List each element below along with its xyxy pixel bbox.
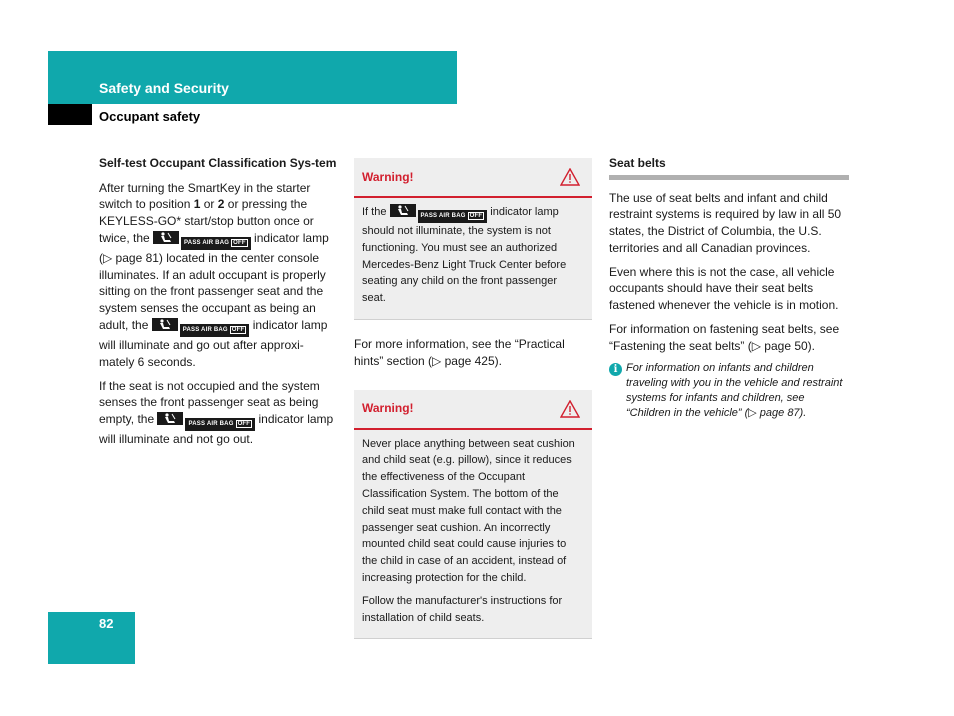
subsection-title: Occupant safety [99, 109, 201, 124]
ocs-paragraph-2: If the seat is not occupied and the system senses the front passenger seat as being empty, the PASS AIR BAG OFF indicator lamp will illuminate and not go out. [99, 378, 334, 447]
warning-triangle-icon [560, 168, 580, 186]
seat-belts-heading: Seat belts [609, 155, 849, 180]
seat-belts-paragraph-2: Even where this is not the case, all vehicle occupants should have their seat belts fastened whenever the vehicle is in motion. [609, 264, 839, 313]
warning-1-text: If the PASS AIR BAG OFF indicator lamp should not illuminate, the system is not functioning. You must see an authorized Mercedes-Benz Light Truck Center before seating any child on the front passenger seat. [362, 206, 567, 305]
seat-belts-paragraph-1: The use of seat belts and infant and child restraint systems is required by law in all 50 states, the District of Columbia, the U.S. territories and all Canadian provinces. [609, 190, 842, 255]
info-note [609, 363, 849, 421]
pass-airbag-off-indicator: PASS AIR BAG OFF [181, 237, 251, 250]
warning-header [354, 158, 592, 198]
pass-airbag-off-indicator: PASS AIR BAG OFF [418, 210, 488, 223]
warning-box-2 [354, 390, 592, 640]
ocs-heading: Self-test Occupant Classification Sys-tem [99, 156, 337, 170]
info-note-text: For information on infants and children traveling with you in the vehicle and restraint systems for infants and children, see “Children in the vehicle” (▷ page 87). [626, 361, 843, 419]
warning-triangle-icon [560, 400, 580, 418]
child-seat-icon [390, 204, 416, 217]
child-seat-icon [157, 412, 183, 425]
page-number: 82 [99, 616, 114, 631]
column-middle [354, 158, 592, 639]
warning-2-text-1: Never place anything between seat cushion and child seat (e.g. pillow), since it reduces the effectiveness of the Occupant Classification System. The bottom of the child seat must make full contact with the passenger seat cushion. An incorrectly mounted child seat could cause injuries to the child in case of an accident, instead of increasing protection for the child. [362, 437, 575, 584]
child-seat-icon [152, 318, 178, 331]
warning-box-1 [354, 158, 592, 320]
warning-header [354, 390, 592, 430]
child-seat-icon [153, 231, 179, 244]
info-icon: i [609, 363, 622, 376]
pass-airbag-off-indicator: PASS AIR BAG OFF [180, 324, 250, 337]
section-header-band [48, 51, 457, 104]
pass-airbag-off-indicator: PASS AIR BAG OFF [185, 418, 255, 431]
section-title: Safety and Security [99, 80, 229, 96]
column-left [99, 155, 339, 455]
column-right [609, 155, 849, 421]
warning-title: Warning! [362, 401, 414, 416]
seat-belts-paragraph-3: For information on fastening seat belts, see “Fastening the seat belts” (▷ page 50). [609, 322, 840, 353]
warning-title: Warning! [362, 169, 414, 184]
section-tab-marker [48, 104, 92, 125]
page-number-band [48, 612, 135, 664]
warning-2-text-2: Follow the manufacturer's instructions for installation of child seats. [362, 594, 563, 624]
more-info-text: For more information, see the “Practical hints” section (▷ page 425). [354, 336, 565, 368]
ocs-paragraph-1: After turning the SmartKey in the starter switch to position 1 or 2 or pressing the KEYLESS-GO* start/stop button once or twice, the PASS AIR BAG OFF indicator lamp (▷ page 81) located in the center console illuminates. If an adult occupant is properly sitting on the front passenger seat and the system senses the occupant as being an adult, the PASS AIR BAG OFF indicator lamp will illuminate and go out after approxi-mately 6 seconds. [99, 180, 329, 369]
